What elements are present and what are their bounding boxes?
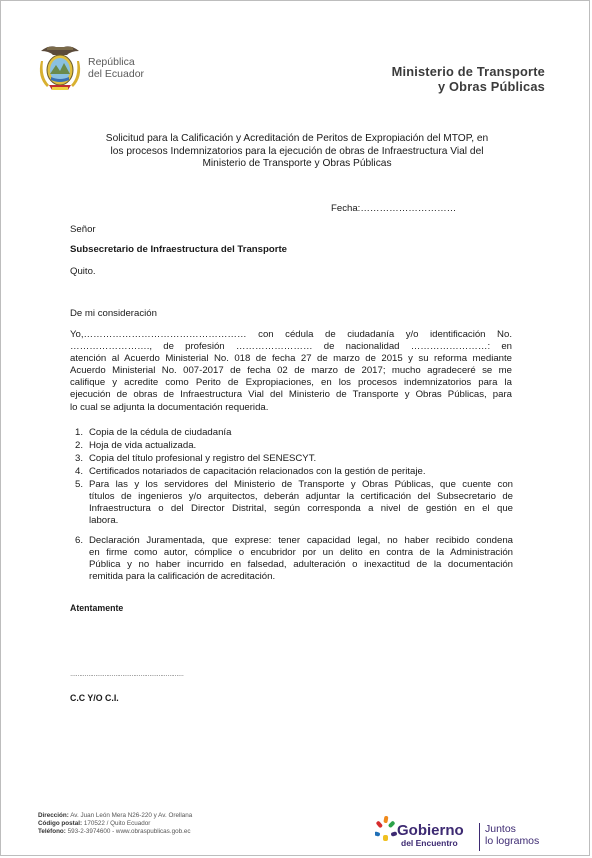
list-item: 2. Hoja de vida actualizada. bbox=[75, 440, 197, 451]
body-paragraph: Yo,…………………………………………… con cédula de ciudadanía y/o identificación No. ……………………., de profesión …………………… de nacionalidad ……………………: en atención al Acuerdo Ministerial No. 018 de fecha 27 de marzo de 2015 y su reforma mediante Acuerdo Ministerial No. 007-2017 de fecha 02 de marzo de 2017; mucho agradeceré se me califique y acredite como Perito de Expropiaciones, en los procesos indemnizatorios para la ejecución de obras de Infraestructura Vial del Ministerio de Transporte y Obras Públicas, para lo cual se adjunta la documentación requerida. bbox=[70, 329, 512, 413]
list-item: 3. Copia del título profesional y registro del SENESCYT. bbox=[75, 453, 317, 464]
gobierno-logo-icon bbox=[375, 815, 397, 843]
signature-line: ……………………………………………………… bbox=[70, 672, 184, 678]
list-item: 4. Certificados notariados de capacitación relacionados con la gestión de peritaje. bbox=[75, 466, 426, 477]
gobierno-wordmark: Gobierno bbox=[397, 822, 464, 839]
list-item: 1. Copia de la cédula de ciudadanía bbox=[75, 427, 232, 438]
addressee-city: Quito. bbox=[70, 266, 96, 277]
signature-label: C.C Y/O C.I. bbox=[70, 693, 119, 703]
salutation: Señor bbox=[70, 224, 96, 235]
republic-label: República del Ecuador bbox=[88, 56, 145, 80]
addressee-position: Subsecretario de Infraestructura del Transporte bbox=[70, 244, 287, 255]
greeting: De mi consideración bbox=[70, 308, 157, 319]
footer-divider bbox=[479, 823, 480, 851]
document-title: Solicitud para la Calificación y Acreditación de Peritos de Expropiación del MTOP, en los procesos Indemnizatorios para la ejecución de obras de Infraestructura Vial del Ministerio de Transporte y Obras Públicas bbox=[105, 133, 489, 170]
coat-of-arms-icon bbox=[35, 41, 85, 93]
ministry-name: Ministerio de Transporte y Obras Públicas bbox=[391, 64, 545, 94]
gobierno-subtitle: del Encuentro bbox=[401, 838, 458, 848]
footer-contact: Dirección: Av. Juan León Mera N26-220 y Av. Orellana Código postal: 170522 / Quito Ecuador Teléfono: 593-2-3974600 - www.obraspublicas.gob.ec bbox=[38, 812, 193, 836]
date-field: Fecha:………………………… bbox=[331, 203, 457, 214]
list-item: 5. Para las y los servidores del Ministerio de Transporte y Obras Públicas, que cuente con títulos de ingenieros y/o arquitectos, deberán adjuntar la certificación del Subsecretario de Infraestructura o del Director Distrital, según corresponda a nivel de gestión en el que labora. bbox=[75, 479, 513, 527]
list-item: 6. Declaración Juramentada, que exprese: tener capacidad legal, no haber recibido condena en firme como autor, cómplice o encubridor por un delito en contra de la Administración Pública y no haber incurrido en falsedad, adulteración o inexactitud de la documentación remitida para la calificación de acreditación. bbox=[75, 535, 513, 583]
juntos-slogan: Juntos lo logramos bbox=[485, 823, 540, 847]
closing: Atentamente bbox=[70, 603, 124, 613]
